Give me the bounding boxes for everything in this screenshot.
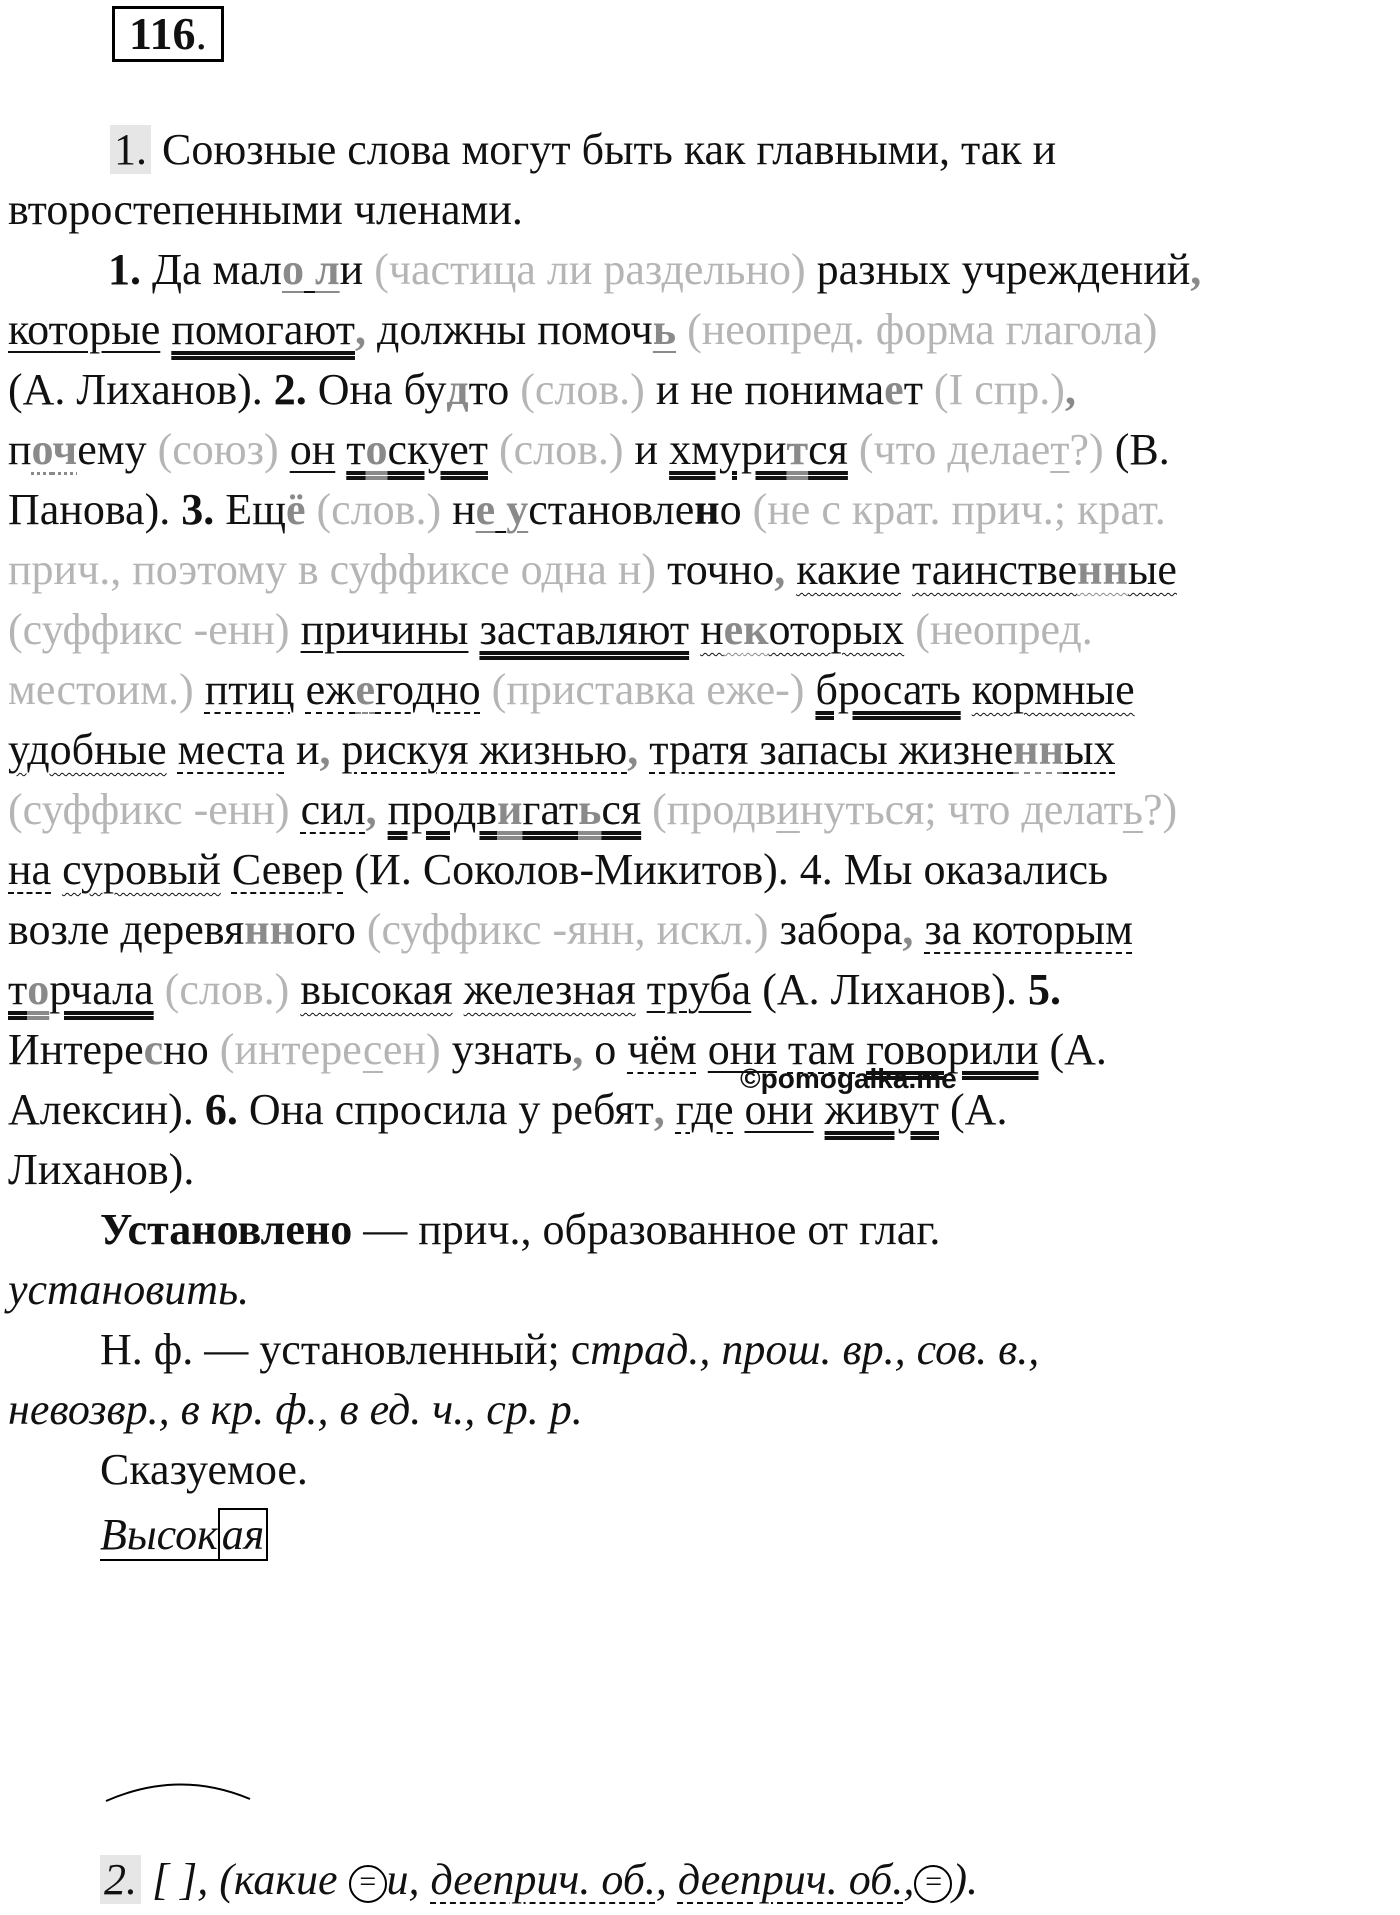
t: ые [1127, 545, 1177, 594]
watermark: ©pomogalka.me [740, 1063, 957, 1094]
morpheme-ending: ая [218, 1508, 268, 1561]
text-line-3 [108, 240, 1201, 300]
t: точно [656, 545, 775, 594]
t: , [902, 905, 914, 954]
t: но [163, 1025, 220, 1074]
t: (приставка еже-) [480, 665, 805, 714]
t: дееприч. об. [677, 1855, 904, 1904]
t: места [177, 725, 285, 774]
t: скует [387, 425, 488, 474]
t: и не понима [644, 365, 885, 414]
t: н [700, 605, 724, 654]
t: (суффикс -енн) [8, 605, 290, 654]
text-line-14 [8, 900, 1133, 960]
t: то [468, 365, 521, 414]
t: (не с крат. прич.; крат. [741, 485, 1166, 534]
t: 3. [181, 485, 215, 534]
t: (В. [1103, 425, 1170, 474]
t: с [362, 1025, 383, 1074]
t: т [8, 965, 28, 1014]
t: местоим.) [8, 665, 194, 714]
text-line-11 [8, 720, 1116, 780]
t: т [346, 425, 366, 474]
t: бросать [815, 665, 961, 714]
t: Лиханов). [8, 1145, 195, 1194]
t: (что делае [847, 425, 1051, 474]
t: Она спросила у ребят [237, 1085, 654, 1134]
t: ся [808, 425, 848, 474]
t: , [572, 1025, 584, 1074]
morpheme-line [100, 1505, 268, 1565]
t: нн [1077, 545, 1128, 594]
t: д [446, 365, 469, 414]
t: там [787, 1025, 856, 1074]
t: , [653, 1085, 665, 1134]
t: дееприч. об. [430, 1855, 656, 1904]
t: н [441, 485, 476, 534]
t: и [497, 785, 523, 834]
t: о [27, 965, 50, 1014]
analysis-nf: Н. ф. — установленный; с [100, 1325, 591, 1374]
t: ь [578, 785, 602, 834]
t: где [675, 1085, 734, 1134]
t: п [8, 425, 32, 474]
text-line-8 [8, 540, 1177, 600]
predicate-circle-icon: = [349, 1865, 387, 1903]
analysis-line-4 [8, 1380, 583, 1440]
t: и [776, 785, 800, 834]
t: , [1190, 245, 1202, 294]
t: прич., поэтому в суффиксе одна н) [8, 545, 657, 594]
t: труба [646, 965, 752, 1014]
task1-label: 1. [110, 125, 151, 174]
t [495, 485, 506, 534]
t: ?) [1142, 785, 1178, 834]
t: 2. [273, 365, 307, 414]
analysis-desc: — прич., образованное от глаг. [352, 1205, 941, 1254]
t: Север [231, 845, 344, 894]
t: ?) [1069, 425, 1104, 474]
t: еж [305, 665, 356, 714]
t: ен) [382, 1025, 441, 1074]
analysis-line-2 [8, 1260, 249, 1320]
t: л [314, 245, 340, 294]
t: [ ], (какие [141, 1855, 349, 1904]
t: о [365, 425, 388, 474]
t: разных учреждений [805, 245, 1191, 294]
t: годно [375, 665, 481, 714]
t: , [354, 305, 366, 354]
morpheme-stem: Высок [100, 1510, 218, 1559]
t [304, 245, 315, 294]
t: (слов.) [520, 365, 645, 414]
t: у [506, 485, 529, 534]
text-line-5 [8, 360, 1076, 420]
t: , [365, 785, 377, 834]
t: и [623, 425, 670, 474]
t: гат [522, 785, 579, 834]
t: (суффикс -янн, искл.) [366, 905, 769, 954]
t: т [786, 425, 809, 474]
t: (И. Соколов-Микитов). 4. Мы оказались [343, 845, 1109, 894]
t: (А. [939, 1085, 1008, 1134]
analysis-word: Установлено [100, 1205, 353, 1254]
t: , [319, 725, 331, 774]
t: , [655, 1855, 678, 1904]
t: помогают [171, 305, 355, 354]
t: (А. Лиханов). [8, 365, 274, 414]
t: забора [768, 905, 903, 954]
t: (I спр.) [933, 365, 1065, 414]
text-line-6 [8, 420, 1170, 480]
t: Алексин). [8, 1085, 205, 1134]
text-line-13 [8, 840, 1108, 900]
task1-line2 [8, 180, 523, 240]
t: е [884, 365, 904, 414]
t: заставляют [479, 605, 690, 654]
t: е [723, 605, 744, 654]
t: (А. [1038, 1025, 1107, 1074]
t: (союз) [157, 425, 279, 474]
t: узнать [440, 1025, 573, 1074]
t: возле деревя [8, 905, 245, 954]
t: с [143, 1025, 164, 1074]
text-line-9 [8, 600, 1093, 660]
t: удобные [8, 725, 167, 774]
t: (частица ли раздельно) [374, 245, 806, 294]
text-line-15 [8, 960, 1061, 1020]
t: н [694, 485, 720, 534]
t: таинстве [911, 545, 1078, 594]
t: становле [528, 485, 695, 534]
t: Интере [8, 1025, 144, 1074]
t: 5. [1027, 965, 1061, 1014]
t: ). [952, 1855, 978, 1904]
t: и [284, 725, 320, 774]
t: к [743, 605, 769, 654]
t: чём [627, 1025, 697, 1074]
t: какие [796, 545, 901, 594]
t: говорили [866, 1025, 1039, 1074]
t: железная [463, 965, 636, 1014]
text-line-7 [8, 480, 1166, 540]
t: ему [77, 425, 158, 474]
t: кормные [971, 665, 1135, 714]
t: они [707, 1025, 777, 1074]
t: причины [300, 605, 469, 654]
t: (интере [219, 1025, 363, 1074]
t: ся [601, 785, 642, 834]
t: ь [1122, 785, 1143, 834]
t: 6. [204, 1085, 238, 1134]
analysis-line-1 [100, 1200, 940, 1260]
t: Да мал [141, 245, 282, 294]
t: Она бу [306, 365, 447, 414]
t: суровый [62, 845, 221, 894]
t: (неопред. [904, 605, 1093, 654]
exercise-number-text: 116 [129, 8, 196, 59]
task1-line1 [110, 120, 1056, 180]
t: Панова). [8, 485, 182, 534]
t: ь [652, 305, 677, 354]
t: о [719, 485, 742, 534]
analysis-nf-b: трад., прош. вр., сов. в., [590, 1325, 1040, 1374]
t: ч [52, 425, 78, 474]
text-line-18 [8, 1140, 194, 1200]
t: на [8, 845, 52, 894]
t: живут [824, 1085, 940, 1134]
root-arc [104, 1773, 254, 1803]
t: ё [286, 485, 306, 534]
task1-text1: Союзные слова могут быть как главными, так и [162, 125, 1057, 174]
t: е [355, 665, 376, 714]
t: (суффикс -енн) [8, 785, 290, 834]
t: ого [294, 905, 367, 954]
t: (слов.) [487, 425, 624, 474]
text-line-10 [8, 660, 1135, 720]
t: нуться; что делат [799, 785, 1123, 834]
t: е [475, 485, 496, 534]
t: т [1050, 425, 1070, 474]
t: нн [1013, 725, 1064, 774]
t: 1. [108, 245, 141, 294]
t: (неопред. форма глагола) [676, 305, 1158, 354]
t: (слов.) [153, 965, 290, 1014]
text-line-12 [8, 780, 1177, 840]
t: за которым [924, 905, 1133, 954]
t: т [903, 365, 934, 414]
t: (А. Лиханов). [751, 965, 1028, 1014]
t: , [903, 1855, 915, 1904]
task1-text2: второстепенными членами. [8, 185, 523, 234]
analysis-role: Сказуемое. [100, 1445, 308, 1494]
analysis-line-5 [100, 1440, 308, 1500]
t: о [583, 1025, 628, 1074]
t: Ещ [214, 485, 286, 534]
t: нн [244, 905, 295, 954]
task2-line [100, 1850, 978, 1910]
t: , [774, 545, 786, 594]
t: продв [387, 785, 498, 834]
predicate-circle-icon: = [914, 1865, 952, 1903]
t: и [339, 245, 375, 294]
t: они [744, 1085, 814, 1134]
analysis-verb: установить. [8, 1265, 250, 1314]
analysis-line-3 [100, 1320, 1039, 1380]
t: о [281, 245, 304, 294]
t: о [31, 425, 53, 474]
t: должны помоч [365, 305, 653, 354]
t: рискуя жизнью [341, 725, 628, 774]
t: ых [1063, 725, 1116, 774]
t: , [627, 725, 639, 774]
t: хмури [669, 425, 787, 474]
t: (слов.) [305, 485, 442, 534]
t: (продв [641, 785, 777, 834]
t: , [1064, 365, 1076, 414]
exercise-number [112, 6, 224, 62]
t: он [289, 425, 336, 474]
t: птиц [204, 665, 295, 714]
t: которые [8, 305, 161, 354]
t: оторых [768, 605, 905, 654]
task2-label: 2. [100, 1855, 141, 1904]
t: высокая [300, 965, 453, 1014]
exercise-number-dot: . [195, 8, 207, 59]
t: тратя запасы жизне [649, 725, 1014, 774]
analysis-nf-c: невозвр., в кр. ф., в ед. ч., ср. р. [8, 1385, 583, 1434]
text-line-4 [8, 300, 1157, 360]
t: рчала [49, 965, 154, 1014]
t: и, [386, 1855, 431, 1904]
t: сил [300, 785, 366, 834]
